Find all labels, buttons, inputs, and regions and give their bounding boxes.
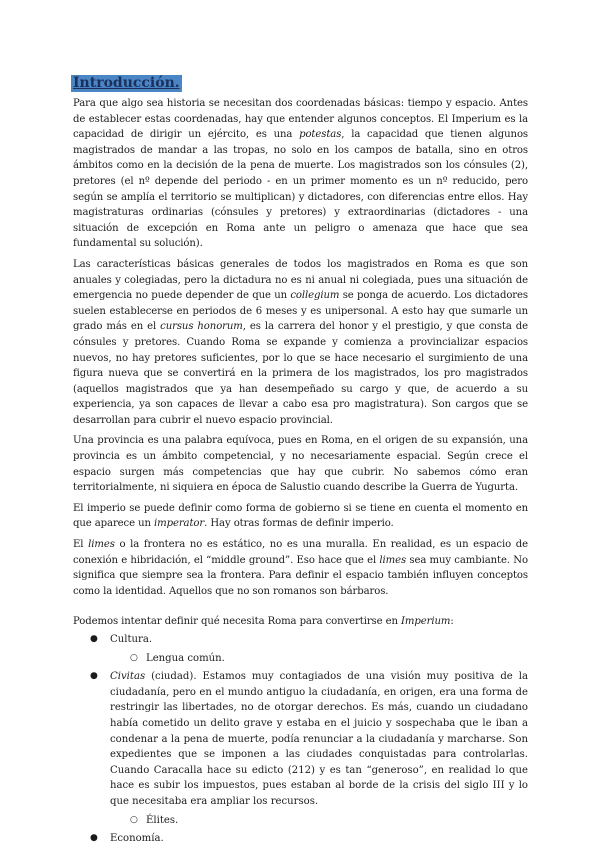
list-item-cultura: ● Cultura. ○ Lengua común. — [73, 632, 528, 666]
list-item-economia: ● Economía. — [73, 831, 528, 847]
document-page — [73, 72, 528, 847]
circle-bullet-icon: ○ — [130, 814, 138, 825]
sub-list — [110, 813, 528, 829]
paragraph-imperio: El imperio se puede definir como forma de gobierno si se tiene en cuenta el momento en que aparece un imperator. Hay otras formas de definir imperio. — [73, 502, 528, 530]
bullet-list — [73, 632, 528, 847]
paragraph-limes: El limes o la frontera no es estático, no es una muralla. En realidad, es un espacio de conexión e hibridación, el “middle ground”. Eso hace que el limes sea muy cambiante. No significa que siempre sea la frontera. Para definir el espacio también influyen conceptos como la identidad. Aquellos que no son romanos son bárbaros. — [73, 539, 528, 597]
sub-list — [110, 651, 528, 667]
paragraph-list-intro: Podemos intentar definir qué necesita Roma para convertirse en Imperium: — [73, 616, 454, 628]
list-item-lengua: ○ Lengua común. — [110, 651, 528, 667]
paragraph-magistrados: Las características básicas generales de todos los magistrados en Roma es que son anuales y colegiadas, pero la dictadura no es ni anual ni colegiada, pues una situación de emergencia no puede depender de que un collegium se ponga de acuerdo. Los dictadores suelen establecerse en periodos de 6 meses y es unipersonal. A esto hay que sumarle un grado más en el cursus honorum, es la carrera del honor y el prestigio, y que consta de cónsules y pretores. Cuando Roma se expande y comienza a provincializar espacios nuevos, no hay pretores suficientes, por lo que se hace necesario el surgimiento de una figura nueva que se convertirá en la primera de los magistrados, los pro magistrados (aquellos magistrados que ya han desempeñado su cargo y que, de acuerdo a su experiencia, ya son capaces de llevar a cabo esa pro magistratura). Son cargos que se desarrollan para cubrir el nuevo espacio provincial. — [73, 258, 528, 426]
bullet-icon: ● — [90, 833, 98, 844]
paragraph-provincia: Una provincia es una palabra equívoca, pues en Roma, en el origen de su expansión, una provincia es un ámbito competencial, y no necesariamente espacial. Según crece el espacio surgen más competencias que hay que cubrir. No sabemos cómo eran territorialmente, ni siquiera en época de Salustio cuando describe la Guerra de Yugurta. — [73, 435, 528, 494]
paragraph-imperium: Para que algo sea historia se necesitan dos coordenadas básicas: tiempo y espacio. Antes de establecer estas coordenadas, hay que entender algunos conceptos. El Imperium es la capacidad de dirigir un ejército, es una potestas, la capacidad que tienen algunos magistrados de mandar a las tropas, no solo en los campos de batalla, sino en otros ámbitos como en la decisión de la pena de muerte. Los magistrados son los cónsules (2), pretores (el nº depende del periodo - en un primer momento es un nº reducido, pero según se amplía el territorio se multiplican) y dictadores, con diferencias entre ellos. Hay magistraturas ordinarias (cónsules y pretores) y extraordinarias (dictadores - una situación de excepción en Roma ante un peligro o amenaza que hace que sea fundamental su solución). — [73, 98, 528, 250]
circle-bullet-icon: ○ — [130, 652, 138, 663]
list-item-civitas: ● Civitas (ciudad). Estamos muy contagiados de una visión muy positiva de la ciudadanía, pero en el mundo antiguo la ciudadanía, en origen, era una forma de restringir las libertades, no de otorgar derechos. Es más, cuando un ciudadano había cometido un delito grave y estaba en el juicio y sospechaba que le iban a condenar a la pena de muerte, podía renunciar a la ciudadanía y marcharse. Son expedientes que se imponen a las ciudades conquistadas para controlarlas. Cuando Caracalla hace su edicto (212) y es tan “generoso”, en realidad lo que hace es subir los impuestos, pues estaban al borde de la crisis del siglo III y lo que necesitaba era ampliar los recursos. ○ Élites. — [73, 669, 528, 828]
list-item-elites: ○ Élites. — [110, 813, 528, 829]
bullet-icon: ● — [90, 634, 98, 644]
section-title: Introducción. — [73, 75, 180, 91]
bullet-icon: ● — [90, 671, 98, 682]
